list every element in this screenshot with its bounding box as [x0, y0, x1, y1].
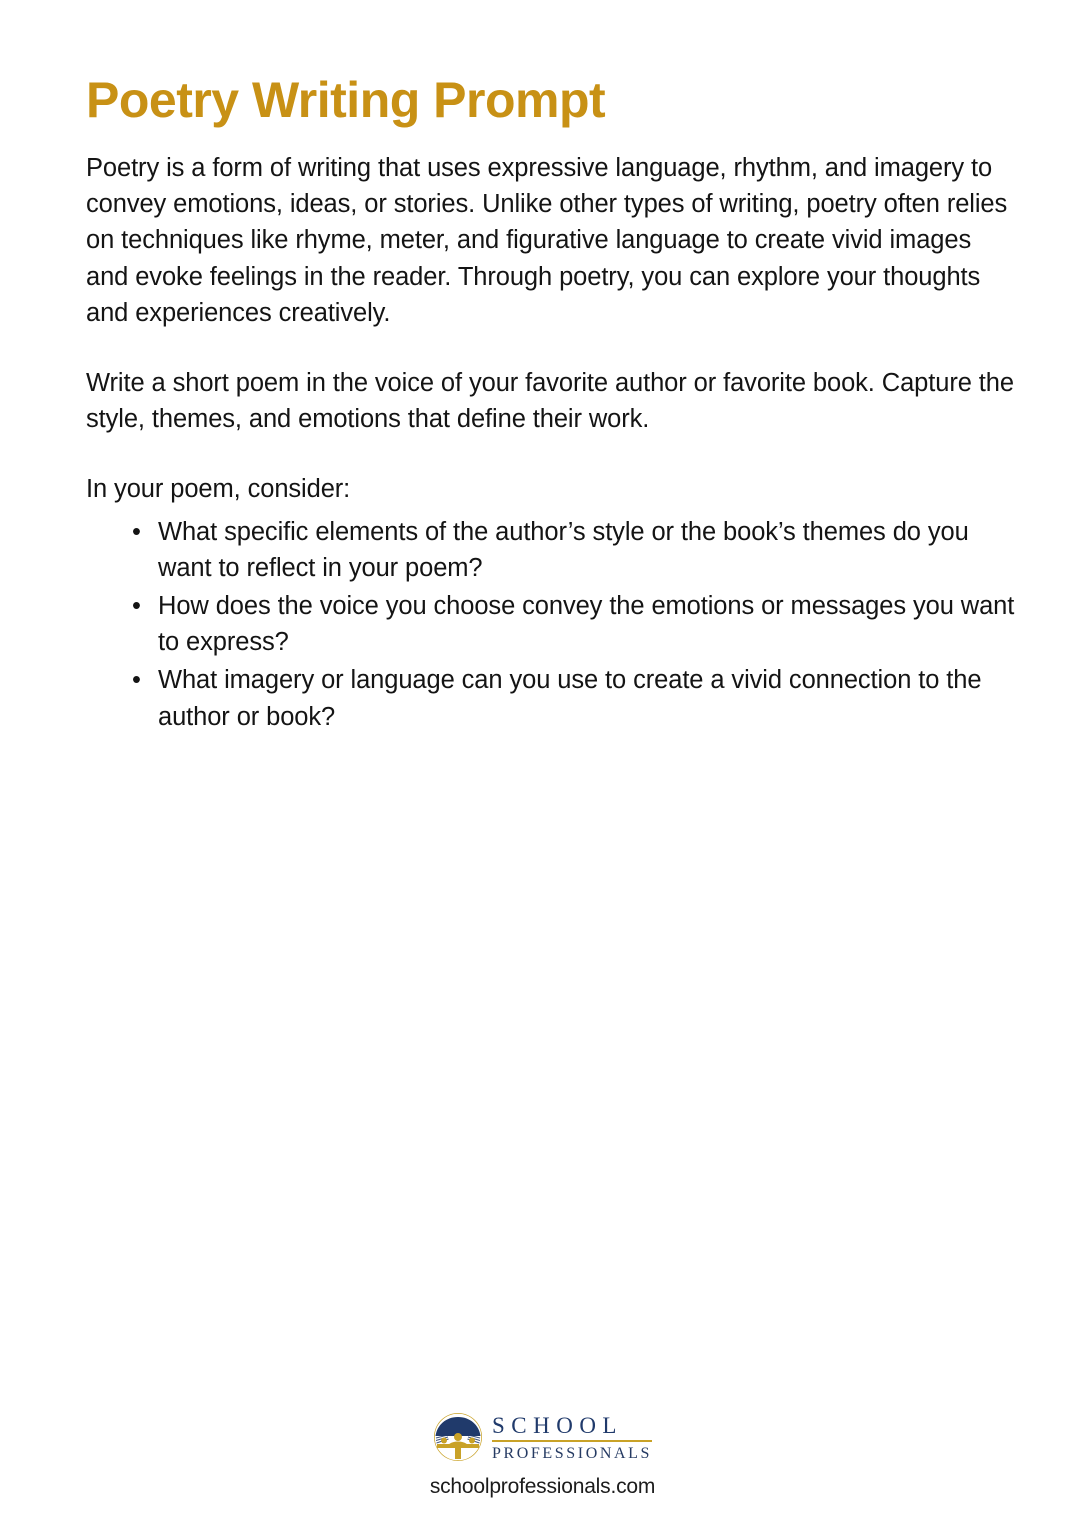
school-professionals-logo-icon	[433, 1412, 483, 1462]
list-item	[132, 588, 1016, 660]
footer-website-url: schoolprofessionals.com	[429, 1475, 656, 1498]
bullet-marker-icon: •	[132, 666, 141, 695]
task-paragraph: Write a short poem in the voice of your favorite author or favorite book. Capture the style, themes, and emotions that define their work.	[86, 369, 1014, 434]
bullet-marker-icon: •	[132, 592, 141, 621]
list-item-text: What imagery or language can you use to create a vivid connection to the author or book?	[158, 666, 982, 731]
list-item-text: What specific elements of the author’s style or the book’s themes do you want to reflect in your poem?	[158, 517, 969, 582]
brand-wordmark	[492, 1412, 652, 1462]
list-item	[132, 514, 1016, 586]
page-title: Poetry Writing Prompt	[86, 72, 606, 128]
brand-name-primary: SCHOOL	[491, 1413, 623, 1438]
page-footer	[0, 1412, 1085, 1499]
list-item	[132, 662, 1016, 734]
bullet-marker-icon: •	[132, 517, 141, 546]
consider-bullet-list	[86, 514, 1016, 735]
document-body	[86, 72, 1016, 737]
brand-logo	[433, 1412, 652, 1462]
intro-paragraph: Poetry is a form of writing that uses expressive language, rhythm, and imagery to convey emotions, ideas, or stories. Unlike other types of writing, poetry often relies on techniques like rhyme, meter, and figurative language to create vivid images and evoke feelings in the reader. Through poetry, you can explore your thoughts and experiences creatively.	[86, 154, 1008, 327]
list-item-text: How does the voice you choose convey the emotions or messages you want to express?	[158, 592, 1015, 657]
brand-name-secondary: PROFESSIONALS	[491, 1445, 653, 1462]
consider-heading: In your poem, consider:	[86, 475, 351, 504]
